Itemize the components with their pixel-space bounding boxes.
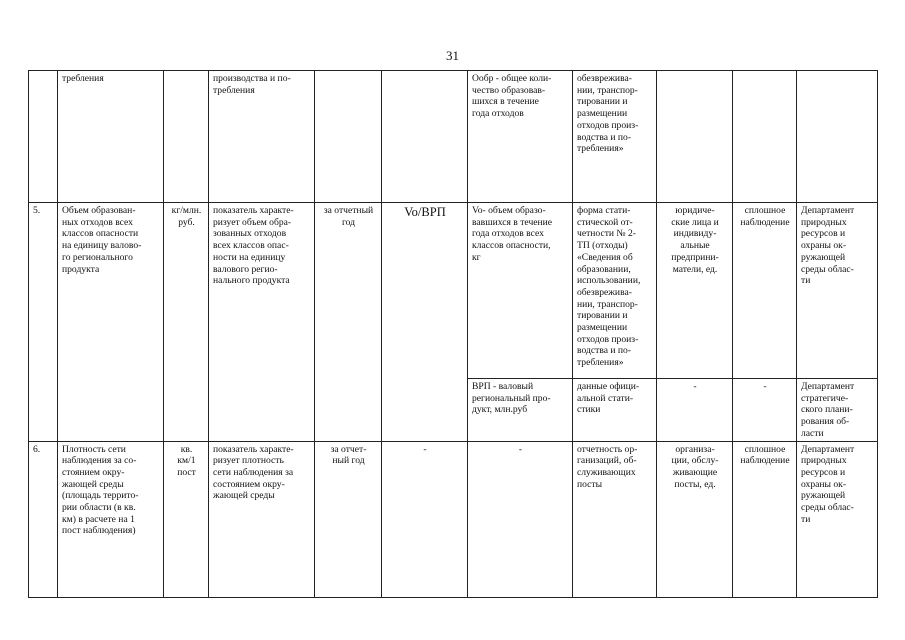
indicators-table <box>28 70 878 598</box>
cell-variables: - <box>468 441 573 597</box>
cell-method: - <box>733 379 797 442</box>
cell-observation-units: юридиче- ские лица и индивиду- альные предприни- матели, ед. <box>657 203 733 379</box>
cell-period: за отчет- ный год <box>315 441 382 597</box>
cell-method: сплошное наблюдение <box>733 203 797 379</box>
cell-formula: Vo/ВРП <box>382 203 468 442</box>
cell-variables: ВРП - валовый региональный про- дукт, млн.руб <box>468 379 573 442</box>
cell-variables: Oобр - общее коли- чество образовав- шихся в течение года отходов <box>468 71 573 203</box>
cell-unit <box>164 71 209 203</box>
cell-definition: показатель характе- ризует объем обра- зованных отходов всех классов опас- ности на единицу валового регио- нального продукта <box>209 203 315 442</box>
table-row <box>29 71 878 203</box>
cell-method: сплошное наблюдение <box>733 441 797 597</box>
cell-indicator-name: Объем образован- ных отходов всех классов опасности на единицу валово- го регионального продукта <box>58 203 164 442</box>
cell-variables: Vo- объем образо- вавшихся в течение года отходов всех классов опасности, кг <box>468 203 573 379</box>
cell-indicator-name: Плотность сети наблюдения за со- стоянием окру- жающей среды (площадь террито- рии области (в кв. км) в расчете на 1 пост наблюдения) <box>58 441 164 597</box>
table-row <box>29 441 878 597</box>
cell-method <box>733 71 797 203</box>
cell-observation-units <box>657 71 733 203</box>
cell-unit: кг/млн. руб. <box>164 203 209 442</box>
cell-definition: показатель характе- ризует плотность сети наблюдения за состоянием окру- жающей среды <box>209 441 315 597</box>
cell-source: обезврежива- нии, транспор- тировании и размещении отходов произ- водства и по- требления» <box>573 71 657 203</box>
cell-formula <box>382 71 468 203</box>
cell-period <box>315 71 382 203</box>
cell-responsible: Департамент природных ресурсов и охраны ок- ружающей среды облас- ти <box>797 441 878 597</box>
cell-source: форма стати- стической от- четности № 2- ТП (отходы) «Сведения об образовании, использовании, обезврежива- нии, транспор- тировании и размещении отходов произ- водства и по- требления» <box>573 203 657 379</box>
cell-unit: кв. км/1 пост <box>164 441 209 597</box>
table-row <box>29 203 878 379</box>
cell-number <box>29 71 58 203</box>
page-number: 31 <box>446 48 459 63</box>
cell-number: 6. <box>29 441 58 597</box>
cell-number: 5. <box>29 203 58 442</box>
cell-formula: - <box>382 441 468 597</box>
cell-responsible: Департамент стратегиче- ского плани- рования об- ласти <box>797 379 878 442</box>
cell-observation-units: организа- ции, обслу- живающие посты, ед. <box>657 441 733 597</box>
cell-indicator-name: требления <box>58 71 164 203</box>
cell-definition: производства и по- требления <box>209 71 315 203</box>
cell-period: за отчетный год <box>315 203 382 442</box>
cell-responsible: Департамент природных ресурсов и охраны ок- ружающей среды облас- ти <box>797 203 878 379</box>
cell-responsible <box>797 71 878 203</box>
cell-source: отчетность ор- ганизаций, об- служивающих посты <box>573 441 657 597</box>
cell-observation-units: - <box>657 379 733 442</box>
cell-source: данные офици- альной стати- стики <box>573 379 657 442</box>
